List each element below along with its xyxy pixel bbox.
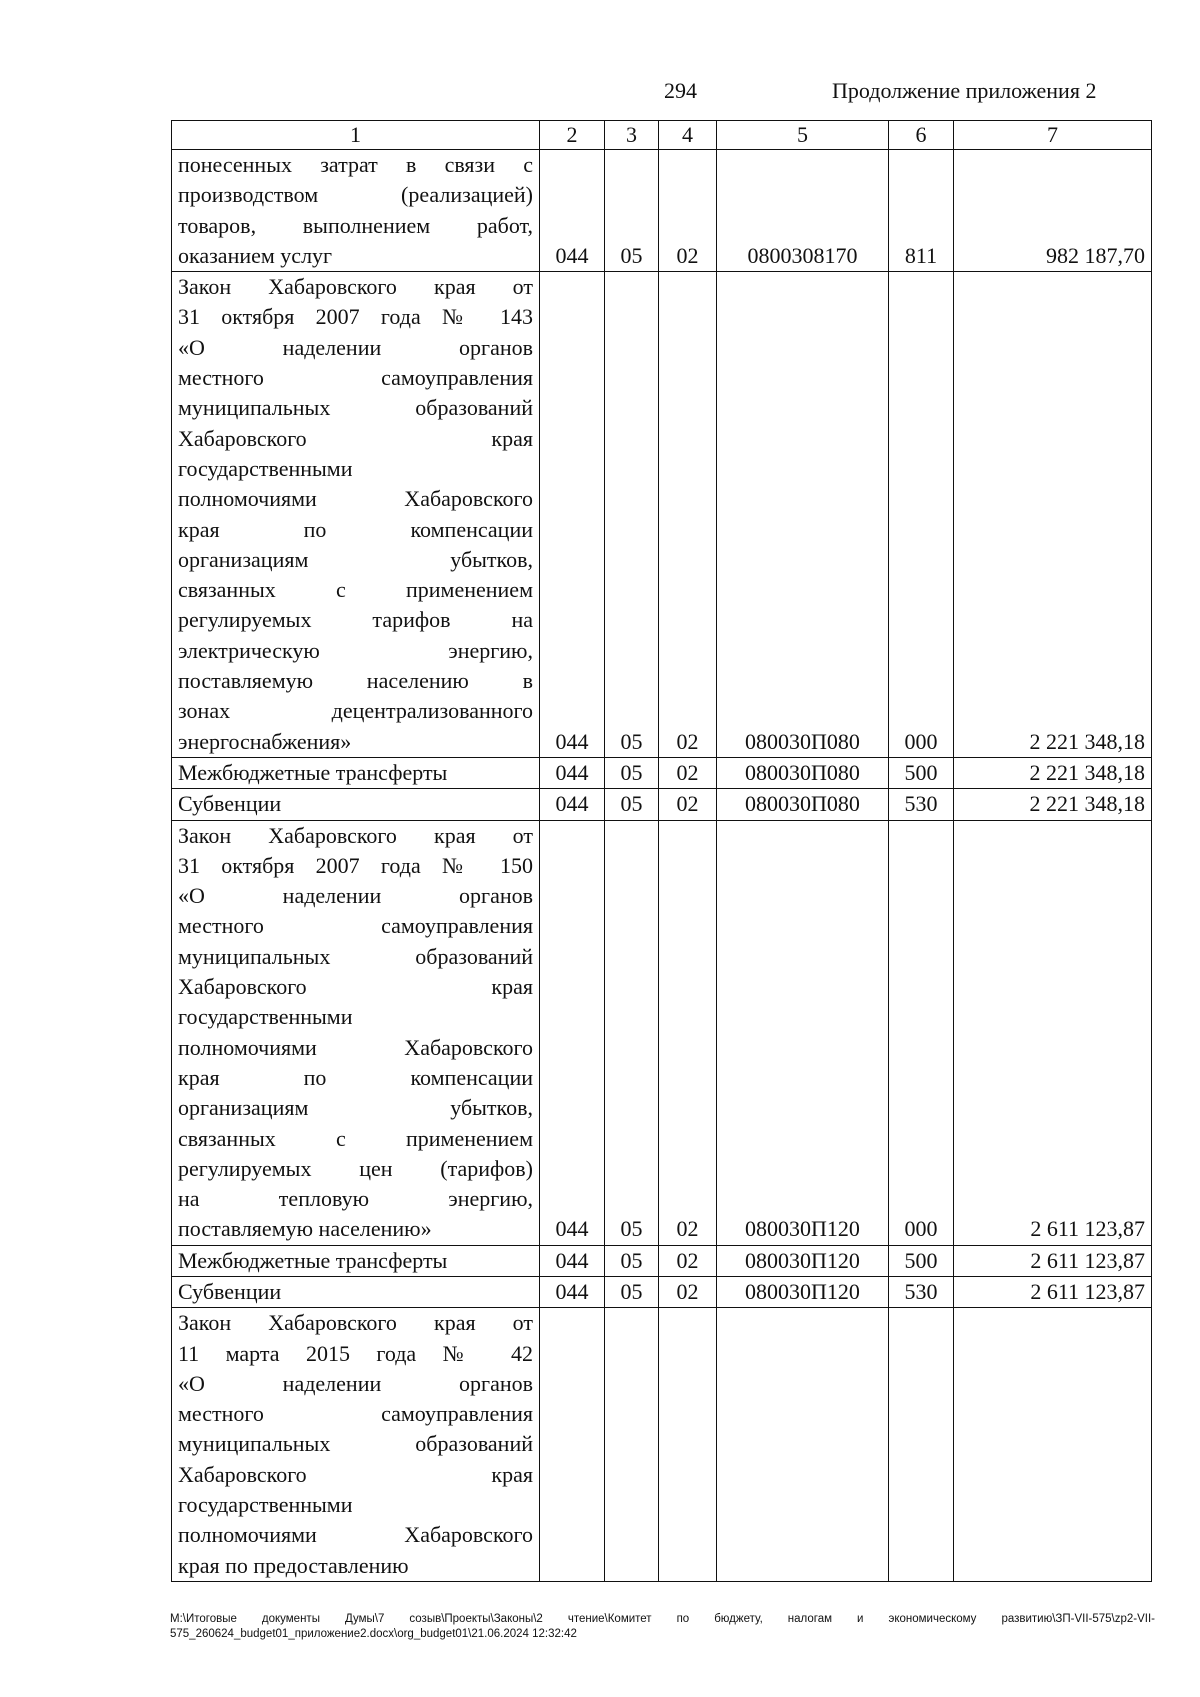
description-line: Закон Хабаровского края от xyxy=(178,274,533,300)
subsection-code xyxy=(659,1308,717,1582)
description-line: электрическую энергию, xyxy=(178,637,533,663)
amount-value: 2 221 348,18 xyxy=(954,272,1152,758)
expense-type-code: 530 xyxy=(889,789,954,820)
subsection-code: 02 xyxy=(659,1276,717,1307)
description-line: Хабаровского края xyxy=(178,425,533,451)
subsection-code: 02 xyxy=(659,150,717,272)
table-row xyxy=(172,789,1152,820)
row-description xyxy=(172,757,540,788)
grbs-code xyxy=(540,1308,605,1582)
description-line: энергоснабжения» xyxy=(178,728,352,754)
description-line: Закон Хабаровского края от xyxy=(178,822,533,848)
description-line: полномочиями Хабаровского xyxy=(178,1034,533,1060)
row-description xyxy=(172,820,540,1245)
continuation-label: Продолжение приложения 2 xyxy=(832,78,1097,103)
table-row xyxy=(172,1245,1152,1276)
description-line: Субвенции xyxy=(178,791,282,817)
grbs-code: 044 xyxy=(540,789,605,820)
document-path-footer: M:\Итоговые документы Думы\7 созыв\Проекты\Законы\2 чтение\Комитет по бюджету, налогам и экономическому развитию\ЗП-VII-575\zp2-VII-575_260624_budget01_приложение2.docx\org_budget01\21.06.2024 12:32:42 xyxy=(170,1613,1155,1640)
page-number: 294 xyxy=(664,78,697,103)
description-line: регулируемых тарифов на xyxy=(178,607,533,633)
subsection-code: 02 xyxy=(659,757,717,788)
target-article-code: 080030П120 xyxy=(717,1276,889,1307)
section-code: 05 xyxy=(605,820,659,1245)
section-code: 05 xyxy=(605,1245,659,1276)
amount-value: 2 221 348,18 xyxy=(954,789,1152,820)
description-line: муниципальных образований xyxy=(178,1431,533,1457)
section-code: 05 xyxy=(605,1276,659,1307)
expense-type-code: 500 xyxy=(889,1245,954,1276)
column-header: 5 xyxy=(717,121,889,150)
description-line: местного самоуправления xyxy=(178,365,533,391)
description-line: Хабаровского края xyxy=(178,974,533,1000)
description-line: 11 марта 2015 года № 42 xyxy=(178,1340,533,1366)
row-description xyxy=(172,1308,540,1582)
target-article-code: 080030П080 xyxy=(717,272,889,758)
description-line: края по компенсации xyxy=(178,516,533,542)
column-header: 2 xyxy=(540,121,605,150)
amount-value: 2 611 123,87 xyxy=(954,1245,1152,1276)
description-line: местного самоуправления xyxy=(178,913,533,939)
description-line: поставляемую населению в xyxy=(178,668,533,694)
description-line: понесенных затрат в связи с xyxy=(178,152,533,177)
expense-type-code: 530 xyxy=(889,1276,954,1307)
subsection-code: 02 xyxy=(659,820,717,1245)
column-header: 3 xyxy=(605,121,659,150)
section-code: 05 xyxy=(605,789,659,820)
table-row xyxy=(172,1276,1152,1307)
description-line: производством (реализацией) xyxy=(178,182,533,208)
row-description xyxy=(172,789,540,820)
description-line: Межбюджетные трансферты xyxy=(178,1247,448,1273)
amount-value xyxy=(954,1308,1152,1582)
table-row xyxy=(172,1308,1152,1582)
description-line: связанных с применением xyxy=(178,1125,533,1151)
description-line: местного самоуправления xyxy=(178,1401,533,1427)
column-number-row xyxy=(172,121,1152,150)
description-line: «О наделении органов xyxy=(178,883,533,909)
expense-type-code: 000 xyxy=(889,820,954,1245)
description-line: государственными xyxy=(178,1004,353,1030)
target-article-code: 080030П120 xyxy=(717,820,889,1245)
grbs-code: 044 xyxy=(540,150,605,272)
description-line: Закон Хабаровского края от xyxy=(178,1310,533,1336)
description-line: Межбюджетные трансферты xyxy=(178,759,448,785)
section-code xyxy=(605,1308,659,1582)
description-line: «О наделении органов xyxy=(178,334,533,360)
description-line: муниципальных образований xyxy=(178,943,533,969)
grbs-code: 044 xyxy=(540,272,605,758)
row-description xyxy=(172,150,540,272)
description-line: полномочиями Хабаровского xyxy=(178,1522,533,1548)
description-line: Хабаровского края xyxy=(178,1461,533,1487)
target-article-code xyxy=(717,1308,889,1582)
column-header: 7 xyxy=(954,121,1152,150)
description-line: связанных с применением xyxy=(178,577,533,603)
target-article-code: 0800308170 xyxy=(717,150,889,272)
amount-value: 2 611 123,87 xyxy=(954,820,1152,1245)
description-line: края по предоставлению xyxy=(178,1552,409,1578)
description-line: регулируемых цен (тарифов) xyxy=(178,1155,533,1181)
description-line: поставляемую населению» xyxy=(178,1216,432,1242)
column-header: 1 xyxy=(172,121,540,150)
description-line: края по компенсации xyxy=(178,1064,533,1090)
amount-value: 2 221 348,18 xyxy=(954,757,1152,788)
subsection-code: 02 xyxy=(659,1245,717,1276)
section-code: 05 xyxy=(605,272,659,758)
description-line: зонах децентрализованного xyxy=(178,698,533,724)
description-line: 31 октября 2007 года № 150 xyxy=(178,852,533,878)
section-code: 05 xyxy=(605,757,659,788)
description-line: товаров, выполнением работ, xyxy=(178,212,533,238)
row-description xyxy=(172,272,540,758)
target-article-code: 080030П080 xyxy=(717,789,889,820)
grbs-code: 044 xyxy=(540,1245,605,1276)
grbs-code: 044 xyxy=(540,757,605,788)
column-header: 6 xyxy=(889,121,954,150)
description-line: государственными xyxy=(178,455,353,481)
grbs-code: 044 xyxy=(540,1276,605,1307)
expense-type-code: 500 xyxy=(889,757,954,788)
row-description xyxy=(172,1276,540,1307)
description-line: оказанием услуг xyxy=(178,242,333,268)
expense-type-code: 000 xyxy=(889,272,954,758)
column-header: 4 xyxy=(659,121,717,150)
target-article-code: 080030П080 xyxy=(717,757,889,788)
description-line: «О наделении органов xyxy=(178,1370,533,1396)
amount-value: 2 611 123,87 xyxy=(954,1276,1152,1307)
description-line: полномочиями Хабаровского xyxy=(178,486,533,512)
description-line: государственными xyxy=(178,1492,353,1518)
table-row xyxy=(172,272,1152,758)
amount-value: 982 187,70 xyxy=(954,150,1152,272)
description-line: 31 октября 2007 года № 143 xyxy=(178,304,533,330)
description-line: Субвенции xyxy=(178,1278,282,1304)
expense-type-code xyxy=(889,1308,954,1582)
description-line: муниципальных образований xyxy=(178,395,533,421)
description-line: организациям убытков, xyxy=(178,1095,533,1121)
section-code: 05 xyxy=(605,150,659,272)
subsection-code: 02 xyxy=(659,789,717,820)
target-article-code: 080030П120 xyxy=(717,1245,889,1276)
table-row xyxy=(172,820,1152,1245)
budget-table xyxy=(171,120,1152,1582)
description-line: организациям убытков, xyxy=(178,546,533,572)
grbs-code: 044 xyxy=(540,820,605,1245)
table-row xyxy=(172,150,1152,272)
description-line: на тепловую энергию, xyxy=(178,1186,533,1212)
row-description xyxy=(172,1245,540,1276)
subsection-code: 02 xyxy=(659,272,717,758)
expense-type-code: 811 xyxy=(889,150,954,272)
table-row xyxy=(172,757,1152,788)
